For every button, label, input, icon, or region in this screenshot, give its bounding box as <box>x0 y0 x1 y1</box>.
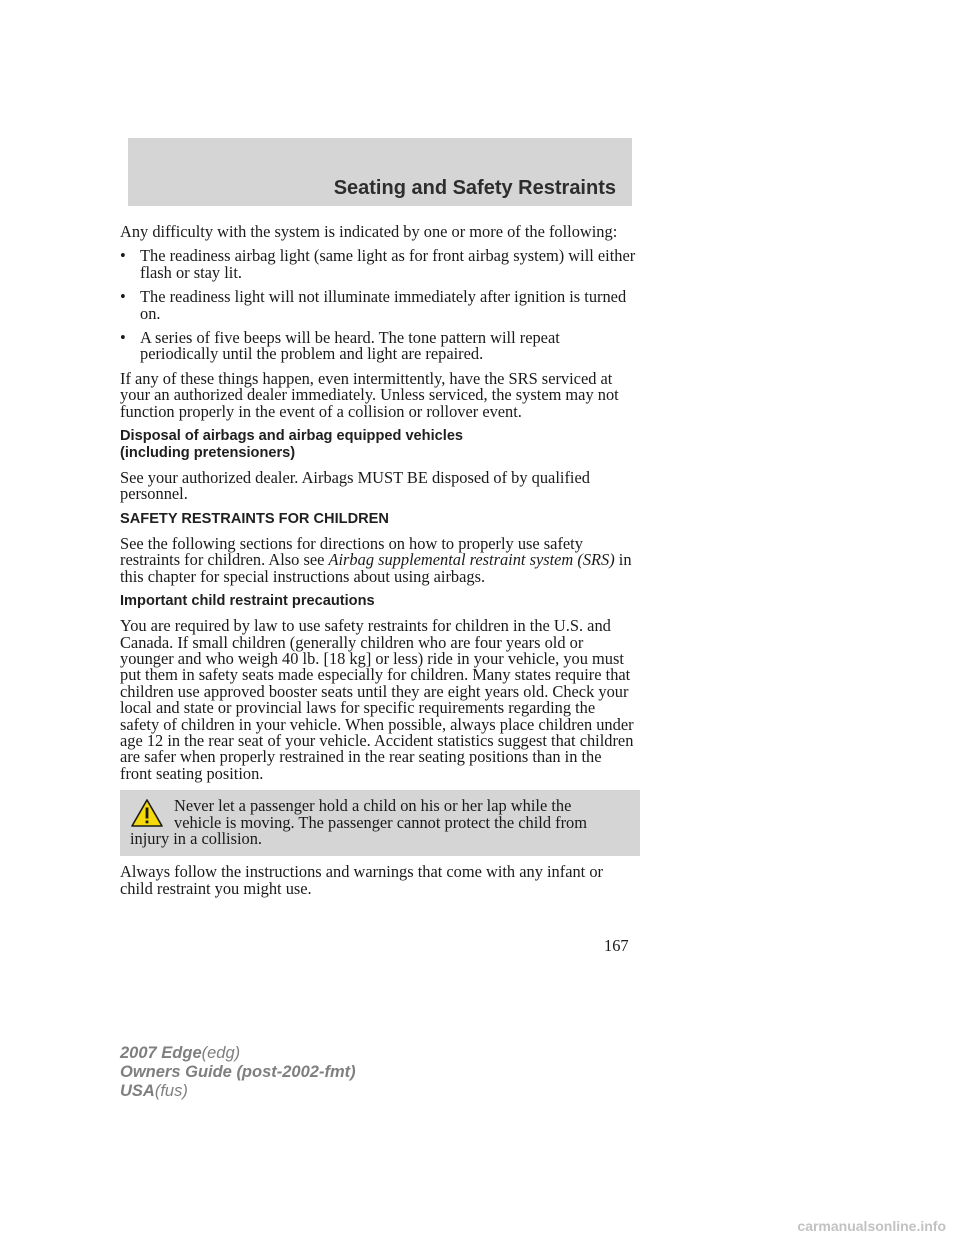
footer-line-1: 2007 Edge(edg) <box>120 1044 241 1062</box>
bullet-icon: • <box>120 287 126 307</box>
warning-line-2: vehicle is moving. The passenger cannot protect the child from <box>174 812 587 832</box>
children-heading: SAFETY RESTRAINTS FOR CHILDREN <box>120 510 389 527</box>
section-header-band <box>128 138 632 206</box>
children-paragraph: See the following sections for directions on how to properly use safety restraints for children. Also see Airbag supplemental restraint system (SRS) in this chapter for special instructions about using airbags. <box>120 533 632 586</box>
footer-line-3: USA(fus) <box>120 1082 188 1100</box>
site-watermark: carmanualsonline.info <box>797 1218 946 1234</box>
disposal-heading: Disposal of airbags and airbag equipped vehicles (including pretensioners) <box>120 428 464 462</box>
bullet-icon: • <box>120 246 126 266</box>
disposal-paragraph: See your authorized dealer. Airbags MUST BE disposed of by qualified personnel. <box>120 468 590 504</box>
warning-box <box>120 790 640 856</box>
list-item: • The readiness airbag light (same light as for front airbag system) will either flash or stay lit. <box>120 246 636 282</box>
warning-line-3: injury in a collision. <box>130 828 263 848</box>
page-number: 167 <box>604 936 629 955</box>
precautions-paragraph: You are required by law to use safety restraints for children in the U.S. and Canada. If small children (generally children who are four years old or younger and who weigh 40 lb. [18 kg] or less) ride in your vehicle, you must put them in safety seats made especially for children. Many states require that children use approved booster seats until they are eight years old. Check your local and state or provincial laws for specific requirements regarding the safety of children in your vehicle. When possible, always place children under age 12 in the rear seat of your vehicle. Accident statistics suggest that children are safer when properly restrained in the rear seating positions than in the front seating position. <box>120 616 634 783</box>
cross-reference: Airbag supplemental restraint system (SRS) <box>328 550 615 570</box>
section-title: Seating and Safety Restraints <box>333 177 616 199</box>
footer-line-2: Owners Guide (post-2002-fmt) <box>120 1063 356 1081</box>
page-content <box>120 224 636 905</box>
document-footer <box>120 1044 356 1101</box>
service-paragraph: If any of these things happen, even intermittently, have the SRS serviced at your an authorized dealer immediately. Unless serviced, the system may not function properly in the event of a collision or rollover event. <box>120 368 619 421</box>
bullet-icon: • <box>120 328 126 348</box>
symptom-list <box>120 248 636 362</box>
warning-line-1: Never let a passenger hold a child on his or her lap while the <box>174 796 572 816</box>
list-item: • A series of five beeps will be heard. The tone pattern will repeat periodically until the problem and light are repaired. <box>120 328 560 364</box>
warning-triangle-icon <box>130 798 164 828</box>
closing-paragraph: Always follow the instructions and warnings that come with any infant or child restraint you might use. <box>120 862 603 898</box>
intro-paragraph: Any difficulty with the system is indicated by one or more of the following: <box>120 222 618 241</box>
list-item: • The readiness light will not illuminate immediately after ignition is turned on. <box>120 287 627 323</box>
precautions-heading: Important child restraint precautions <box>120 593 375 610</box>
